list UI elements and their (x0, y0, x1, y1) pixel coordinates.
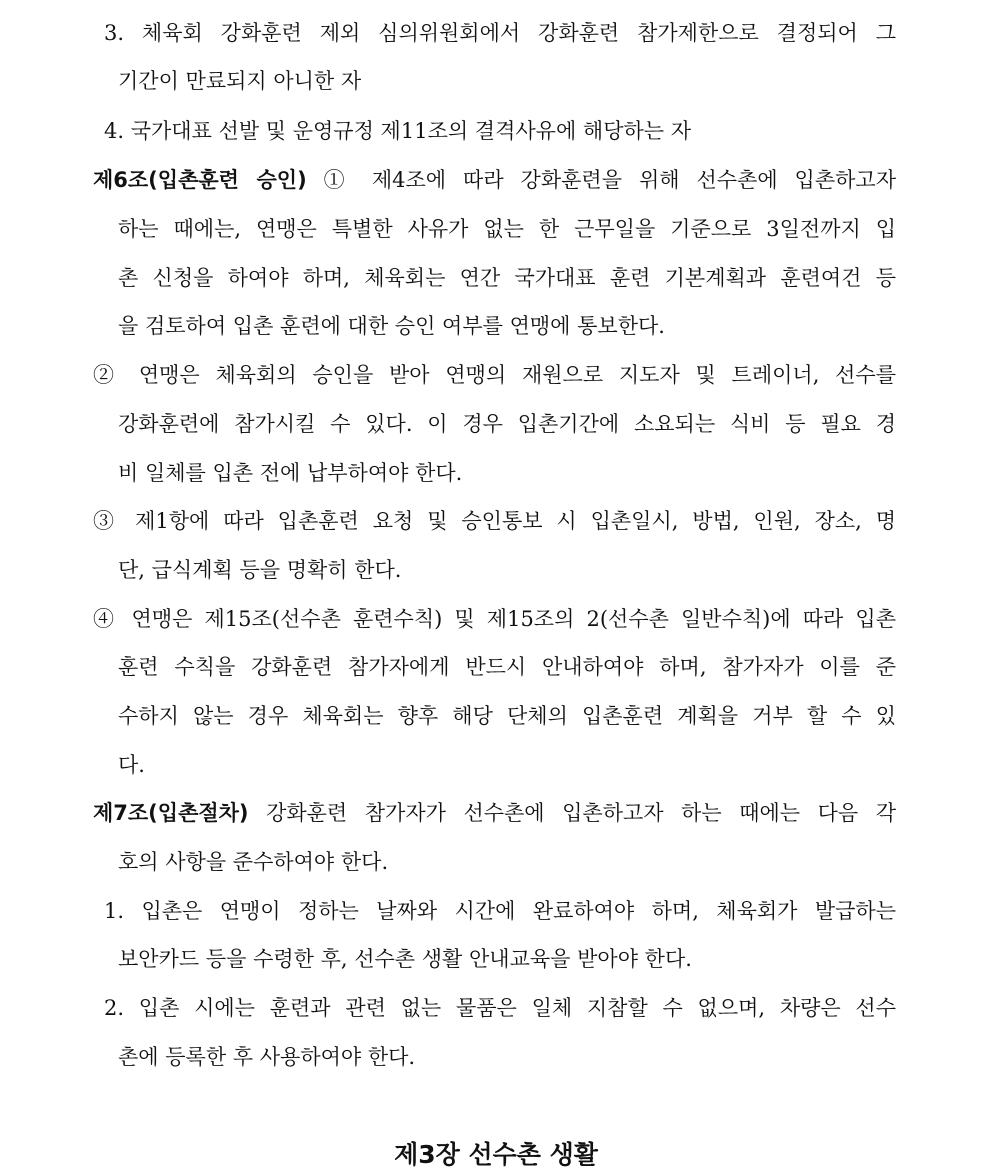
clause-4-line-4: 다. (118, 753, 145, 777)
clause-4-line-1: ④ 연맹은 제15조(선수촌 훈련수칙) 및 제15조의 2(선수촌 일반수칙)에 따라 입촌 (93, 607, 896, 631)
article-7-title: 제7조(입촌절차) (93, 801, 249, 825)
article-6-line-4: 을 검토하여 입촌 훈련에 대한 승인 여부를 연맹에 통보한다. (118, 314, 665, 338)
item-4-line: 4. 국가대표 선발 및 운영규정 제11조의 결격사유에 해당하는 자 (104, 119, 692, 143)
clause-2-line-2: 강화훈련에 참가시킬 수 있다. 이 경우 입촌기간에 소요되는 식비 등 필요 경 (118, 412, 896, 436)
article-6-title: 제6조(입촌훈련 승인) (93, 168, 307, 192)
item-1-line-1: 1. 입촌은 연맹이 정하는 날짜와 시간에 완료하여야 하며, 체육회가 발급하는 (104, 899, 896, 923)
item-1-line-2: 보안카드 등을 수령한 후, 선수촌 생활 안내교육을 받아야 한다. (118, 947, 692, 971)
article-6-line-2: 하는 때에는, 연맹은 특별한 사유가 없는 한 근무일을 기준으로 3일전까지 입 (118, 217, 896, 241)
article-6-line-1 (93, 167, 896, 193)
clause-4-line-2: 훈련 수칙을 강화훈련 참가자에게 반드시 안내하여야 하며, 참가자가 이를 준 (118, 655, 896, 679)
clause-4-line-3: 수하지 않는 경우 체육회는 향후 해당 단체의 입촌훈련 계획을 거부 할 수 있 (118, 704, 896, 728)
clause-3-line-2: 단, 급식계획 등을 명확히 한다. (118, 558, 402, 582)
clause-3-line-1: ③ 제1항에 따라 입촌훈련 요청 및 승인통보 시 입촌일시, 방법, 인원, 장소, 명 (93, 509, 896, 533)
article-7-line-1 (93, 800, 896, 826)
clause-2-line-1: ② 연맹은 체육회의 승인을 받아 연맹의 재원으로 지도자 및 트레이너, 선수를 (93, 363, 896, 387)
clause-2-line-3: 비 일체를 입촌 전에 납부하여야 한다. (118, 461, 463, 485)
item-3-line-1: 3. 체육회 강화훈련 제외 심의위원회에서 강화훈련 참가제한으로 결정되어 그 (104, 21, 896, 45)
article-7-line-2: 호의 사항을 준수하여야 한다. (118, 850, 389, 874)
chapter-title: 제3장 선수촌 생활 (394, 1140, 598, 1169)
item-3-line-2: 기간이 만료되지 아니한 자 (118, 69, 362, 93)
item-2-line-1: 2. 입촌 시에는 훈련과 관련 없는 물품은 일체 지참할 수 없으며, 차량은 선수 (104, 996, 896, 1020)
article-6-text: ① 제4조에 따라 강화훈련을 위해 선수촌에 입촌하고자 (323, 168, 896, 192)
article-6-line-3: 촌 신청을 하여야 하며, 체육회는 연간 국가대표 훈련 기본계획과 훈련여건 등 (118, 266, 896, 290)
item-2-line-2: 촌에 등록한 후 사용하여야 한다. (118, 1045, 416, 1069)
article-7-text: 강화훈련 참가자가 선수촌에 입촌하고자 하는 때에는 다음 각 (266, 801, 896, 825)
